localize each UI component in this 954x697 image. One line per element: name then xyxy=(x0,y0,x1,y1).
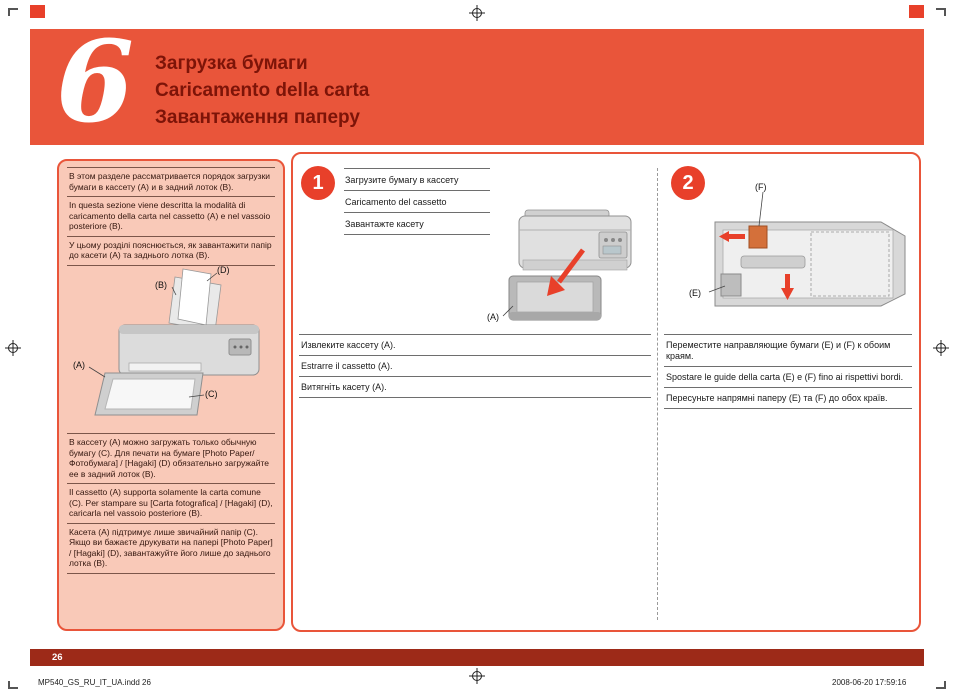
printer-front-drawing xyxy=(71,265,271,430)
part-label-b: (B) xyxy=(155,280,167,290)
part-label-f: (F) xyxy=(755,182,767,192)
part-label-d: (D) xyxy=(217,265,230,275)
step2-badge: 2 xyxy=(671,166,705,200)
note-paragraph-it: Il cassetto (A) supporta solamente la carta comune (C). Per stampare su [Carta fotografica] / [Hagaki] (D), caricarla nel vassoio posteriore (B). xyxy=(67,484,275,524)
section-title-it: Caricamento della carta xyxy=(155,80,370,101)
part-label-e: (E) xyxy=(689,288,701,298)
step1-caption-ru: Извлеките кассету (A). xyxy=(299,335,651,356)
printer-cassette-drawing xyxy=(481,204,649,332)
trim-mark-bottom-right xyxy=(936,681,946,689)
trim-mark-top-right xyxy=(936,8,946,16)
step-divider-dashed xyxy=(657,168,658,620)
step1-instruction-it: Caricamento del cassetto xyxy=(344,191,490,213)
footer-bar xyxy=(30,649,924,666)
guide-e xyxy=(721,274,741,296)
intro-panel xyxy=(57,159,285,631)
step1-instructions xyxy=(344,168,490,235)
step2-captions xyxy=(664,334,912,409)
color-patch-left xyxy=(30,5,45,18)
cassette-removal-illustration xyxy=(481,204,649,332)
intro-notes xyxy=(67,433,275,574)
section-title-ru: Загрузка бумаги xyxy=(155,53,308,74)
step1-captions xyxy=(299,334,651,398)
note-paragraph-ua: Касета (A) підтримує лише звичайний папір (C). Якщо ви бажаєте друкувати на папері [Photo Paper] / [Hagaki] (D), завантажуйте його лише до заднього лотка (B). xyxy=(67,524,275,574)
intro-paragraphs xyxy=(67,167,275,266)
step2-caption-it: Spostare le guide della carta (E) e (F) fino ai rispettivi bordi. xyxy=(664,367,912,388)
registration-mark-top-icon xyxy=(469,5,485,21)
color-patch-right xyxy=(909,5,924,18)
part-label-a-step1: (A) xyxy=(487,312,499,322)
paper-guides-illustration xyxy=(685,182,913,330)
registration-mark-right-icon xyxy=(933,340,949,356)
print-info-left: MP540_GS_RU_IT_UA.indd 26 xyxy=(38,678,151,687)
page-number: 26 xyxy=(52,652,63,663)
step1-badge: 1 xyxy=(301,166,335,200)
step2-caption-ua: Пересуньте напрямні паперу (E) та (F) до обох країв. xyxy=(664,388,912,409)
registration-mark-bottom-icon xyxy=(469,668,485,684)
part-label-a: (A) xyxy=(73,360,85,370)
step1-instruction-ua: Завантажте касету xyxy=(344,213,490,235)
section-header xyxy=(30,17,924,148)
intro-paragraph-ru: В этом разделе рассматривается порядок загрузки бумаги в кассету (A) и в задний лоток (B). xyxy=(67,168,275,197)
guide-f xyxy=(749,226,767,248)
intro-paragraph-it: In questa sezione viene descritta la modalità di caricamento della carta nel cassetto (A) e nel vassoio posteriore (B). xyxy=(67,197,275,237)
step1-caption-ua: Витягніть касету (A). xyxy=(299,377,651,398)
step2-caption-ru: Переместите направляющие бумаги (E) и (F) к обоим краям. xyxy=(664,335,912,367)
section-titles xyxy=(155,50,369,131)
intro-paragraph-ua: У цьому розділі пояснюється, як завантажити папір до касети (A) та заднього лотка (B). xyxy=(67,237,275,266)
printer-overview-illustration xyxy=(71,265,271,430)
trim-mark-top-left xyxy=(8,8,18,16)
step1-instruction-ru: Загрузите бумагу в кассету xyxy=(344,169,490,191)
section-number: 6 xyxy=(56,17,134,148)
steps-panel xyxy=(291,152,921,632)
print-info-right: 2008-06-20 17:59:16 xyxy=(832,678,907,687)
trim-mark-bottom-left xyxy=(8,681,18,689)
part-label-c: (C) xyxy=(205,389,218,399)
cassette-top-view-drawing xyxy=(685,182,913,330)
section-title-ua: Завантаження паперу xyxy=(155,107,360,128)
step1-caption-it: Estrarre il cassetto (A). xyxy=(299,356,651,377)
note-paragraph-ru: В кассету (A) можно загружать только обычную бумагу (C). Для печати на бумаге [Photo Paper/Фотобумага] / [Hagaki] (D) обязательно загружайте ее в задний лоток (B). xyxy=(67,434,275,484)
registration-mark-left-icon xyxy=(5,340,21,356)
